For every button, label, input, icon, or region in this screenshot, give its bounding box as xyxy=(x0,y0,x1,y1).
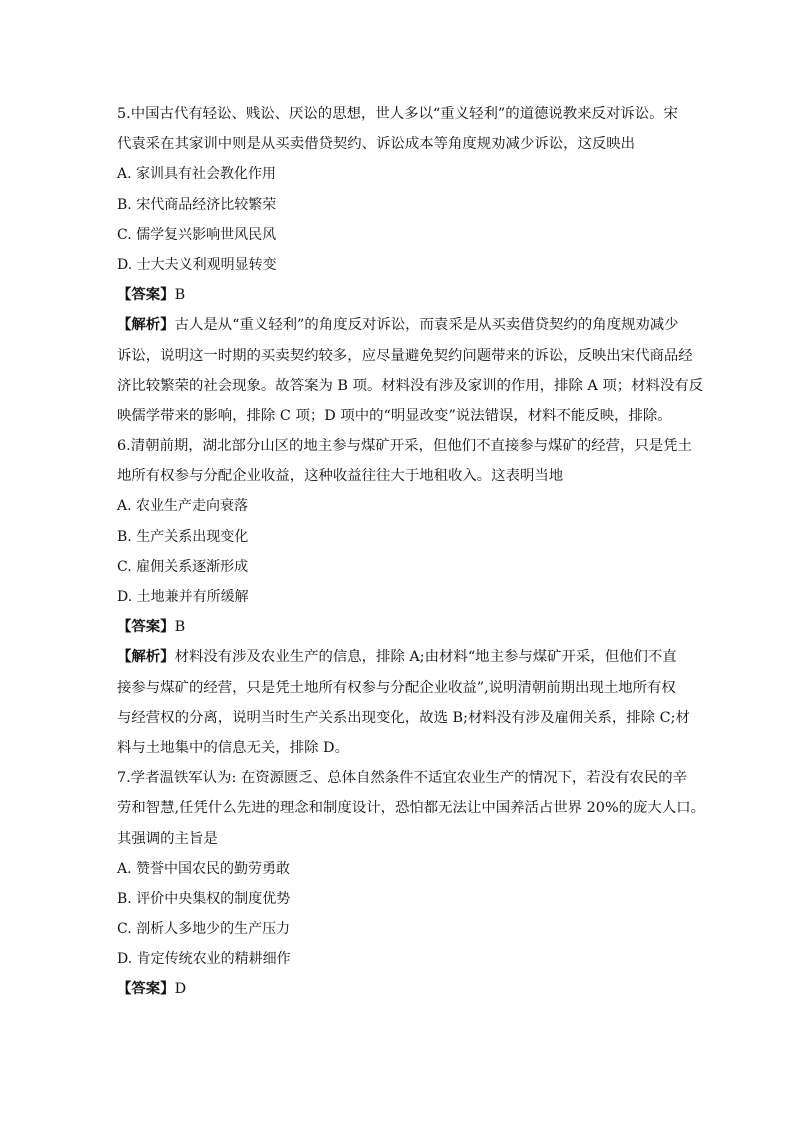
analysis-line xyxy=(117,642,679,672)
answer-value: B xyxy=(174,619,186,636)
analysis-text: 古人是从“重义轻利”的角度反对诉讼，而袁采是从买卖借贷契约的角度规劝减少 xyxy=(174,317,679,334)
question-stem-line: 6.清朝前期，湖北部分山区的地主参与煤矿开采，但他们不直接参与煤矿的经营，只是凭土 xyxy=(117,438,692,455)
option-c: C. 儒学复兴影响世风民风 xyxy=(117,226,277,243)
option-d: D. 士大夫义利观明显转变 xyxy=(117,256,277,273)
question-stem-line: 地所有权参与分配企业收益，这种收益往往大于地租收入。这表明当地 xyxy=(117,468,564,485)
option-d: D. 肯定传统农业的精耕细作 xyxy=(117,951,291,968)
analysis-line: 接参与煤矿的经营，只是凭土地所有权参与分配企业收益”,说明清朝前期出现土地所有权 xyxy=(117,679,676,696)
option-a: A. 家训具有社会教化作用 xyxy=(117,166,277,183)
question-stem-line: 劳和智慧,任凭什么先进的理念和制度设计，恐怕都无法让中国养活占世界 20%的庞大人口。 xyxy=(117,800,705,817)
question-5 xyxy=(117,99,704,431)
analysis-line xyxy=(117,310,679,340)
analysis-line: 济比较繁荣的社会现象。故答案为 B 项。材料没有涉及家训的作用，排除 A 项；材料没有反 xyxy=(117,377,704,394)
answer-tag: 【答案】 xyxy=(117,980,175,998)
option-d: D. 土地兼并有所缓解 xyxy=(117,589,249,605)
analysis-tag: 【解析】 xyxy=(117,648,175,666)
answer-line xyxy=(117,612,679,642)
option-a: A. 农业生产走向衰落 xyxy=(117,498,249,515)
answer-line xyxy=(117,280,679,310)
question-7 xyxy=(117,763,705,1005)
analysis-tag: 【解析】 xyxy=(117,316,175,334)
analysis-line: 与经营权的分离，说明当时生产关系出现变化，故选 B;材料没有涉及雇佣关系，排除 C;材 xyxy=(117,709,690,726)
analysis-line: 诉讼，说明这一时期的买卖契约较多，应尽量避免契约问题带来的诉讼，反映出宋代商品经 xyxy=(117,347,693,364)
answer-tag: 【答案】 xyxy=(117,286,175,304)
option-b: B. 评价中央集权的制度优势 xyxy=(117,890,291,907)
question-stem-line: 7.学者温铁军认为: 在资源匮乏、总体自然条件不适宜农业生产的情况下，若没有农民的辛 xyxy=(117,770,687,787)
answer-value: B xyxy=(174,287,186,304)
option-c: C. 剖析人多地少的生产压力 xyxy=(117,921,291,938)
document-content xyxy=(117,99,705,1005)
question-stem-line: 代袁采在其家训中则是从买卖借贷契约、诉讼成本等角度规劝减少诉讼，这反映出 xyxy=(117,136,636,153)
question-stem-line: 5.中国古代有轻讼、贱讼、厌讼的思想，世人多以“重义轻利”的道德说教来反对诉讼。宋 xyxy=(117,106,678,122)
analysis-line: 料与土地集中的信息无关，排除 D。 xyxy=(117,739,349,756)
option-c: C. 雇佣关系逐渐形成 xyxy=(117,558,249,575)
answer-value: D xyxy=(174,981,187,998)
analysis-line: 映儒学带来的影响，排除 C 项；D 项中的“明显改变”说法错误，材料不能反映，排除。 xyxy=(117,407,672,424)
analysis-text: 材料没有涉及农业生产的信息，排除 A;由材料“地主参与煤矿开采，但他们不直 xyxy=(174,649,677,666)
answer-line xyxy=(117,974,679,1004)
answer-tag: 【答案】 xyxy=(117,618,175,636)
question-6 xyxy=(117,431,692,763)
question-stem-line: 其强调的主旨是 xyxy=(117,830,218,847)
option-b: B. 生产关系出现变化 xyxy=(117,528,249,545)
option-b: B. 宋代商品经济比较繁荣 xyxy=(117,196,277,213)
option-a: A. 赞誉中国农民的勤劳勇敢 xyxy=(117,860,291,877)
